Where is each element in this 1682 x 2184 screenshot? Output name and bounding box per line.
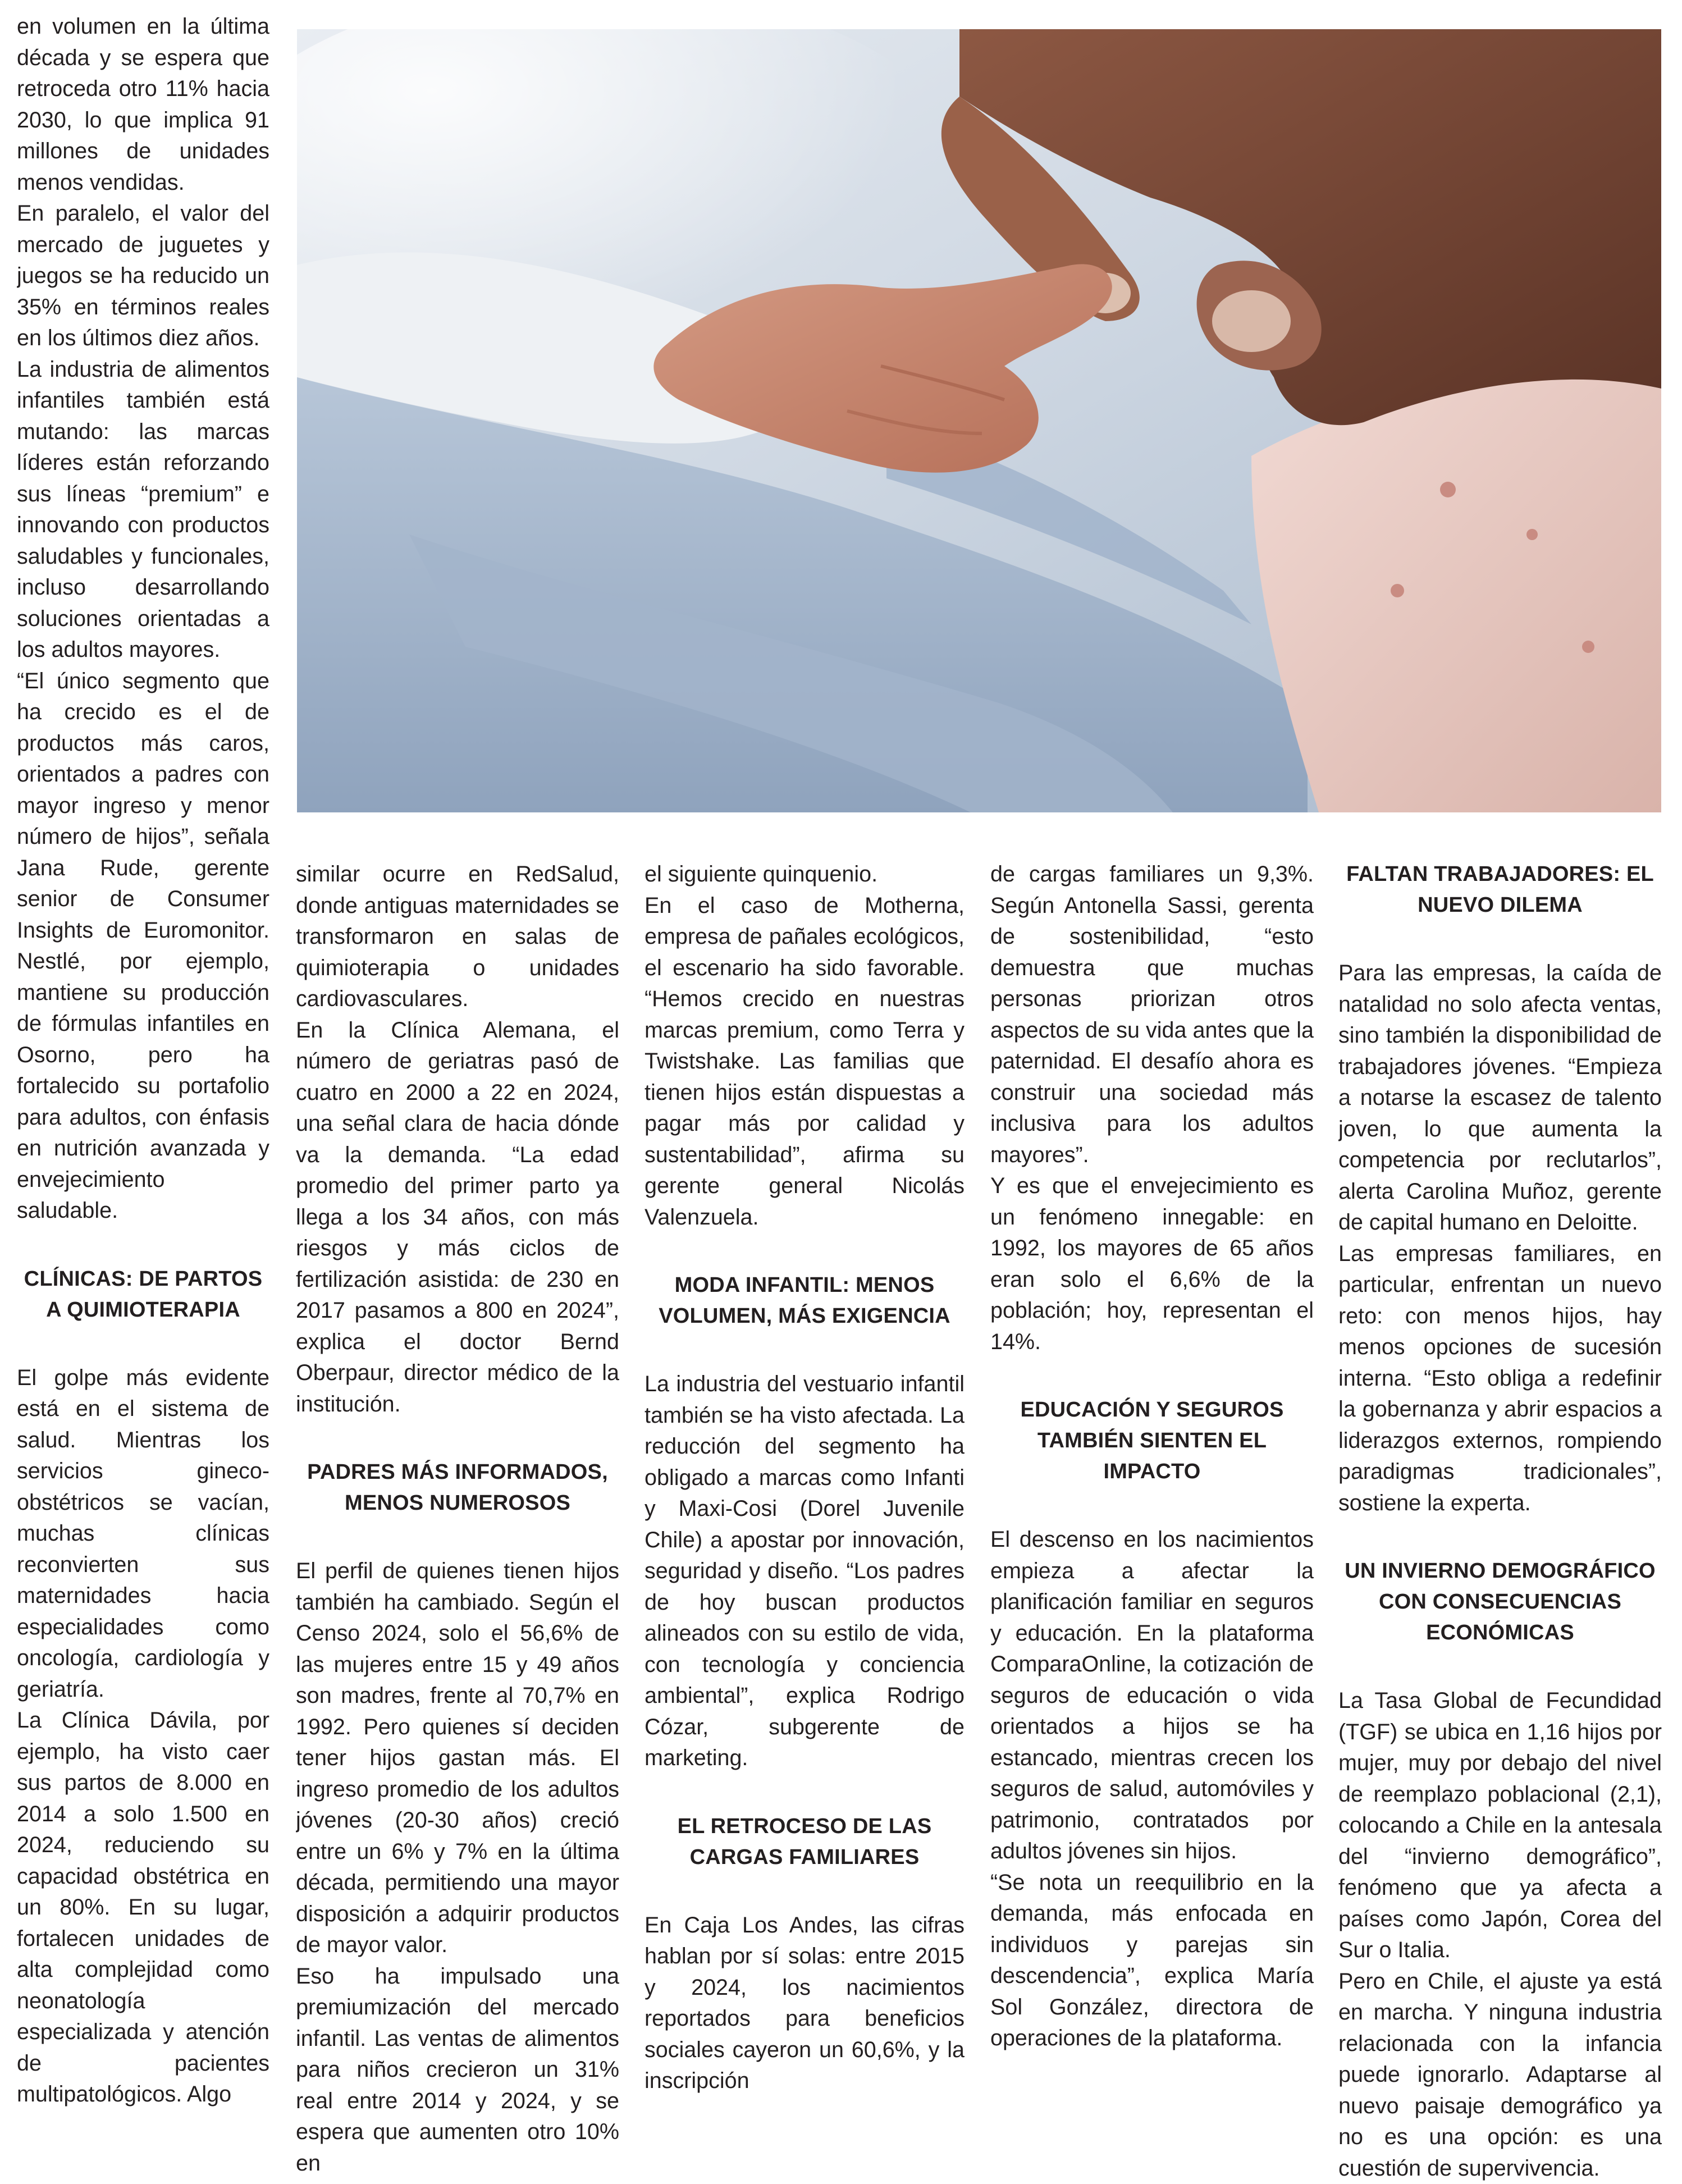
paragraph: Las empresas familiares, en particular, enfrentan un nuevo reto: con menos hijos, hay menos opciones de sucesión interna. “Esto obliga a redefinir la gobernanza y abrir espacios a liderazgos externos, rompiendo paradigmas tradicionales”, sostiene la experta. bbox=[1338, 1239, 1662, 1519]
paragraph: el siguiente quinquenio. bbox=[645, 859, 965, 890]
paragraph: de cargas familiares un 9,3%. Según Antonella Sassi, gerenta de sostenibilidad, “esto demuestra que muchas personas priorizan otros aspectos de su vida antes que la paternidad. El desafío ahora es construir una sociedad más inclusiva para los adultos mayores”. bbox=[990, 859, 1314, 1171]
section-heading-faltan: FALTAN TRABAJADORES: EL NUEVO DILEMA bbox=[1338, 859, 1662, 921]
section-heading-invierno: UN INVIERNO DEMOGRÁFICO CON CONSECUENCIAS ECONÓMICAS bbox=[1338, 1556, 1662, 1648]
paragraph: en volumen en la última década y se espera que retroceda otro 11% hacia 2030, lo que implica 91 millones de unidades menos vendidas. bbox=[17, 11, 269, 198]
section-heading-educacion: EDUCACIÓN Y SEGUROS TAMBIÉN SIENTEN EL IMPACTO bbox=[990, 1395, 1314, 1487]
paragraph: Y es que el envejecimiento es un fenómeno innegable: en 1992, los mayores de 65 años eran solo el 6,6% de la población; hoy, representan el 14%. bbox=[990, 1171, 1314, 1358]
paragraph: La industria de alimentos infantiles también está mutando: las marcas líderes están reforzando sus líneas “premium” e innovando con productos saludables y funcionales, incluso desarrollando soluciones orientadas a los adultos mayores. bbox=[17, 354, 269, 666]
paragraph: La industria del vestuario infantil también se ha visto afectada. La reducción del segmento ha obligado a marcas como Infanti y Maxi-Cosi (Dorel Juvenile Chile) a apostar por innovación, seguridad y diseño. “Los padres de hoy buscan productos alineados con su estilo de vida, con tecnología y conciencia ambiental”, explica Rodrigo Cózar, subgerente de marketing. bbox=[645, 1369, 965, 1774]
column-5 bbox=[1338, 859, 1662, 2184]
paragraph: En la Clínica Alemana, el número de geriatras pasó de cuatro en 2000 a 22 en 2024, una señal clara de hacia dónde va la demanda. “La edad promedio del primer parto ya llega a los 34 años, con más riesgos y más ciclos de fertilización asistida: de 230 en 2017 pasamos a 800 en 2024”, explica el doctor Bernd Oberpaur, director médico de la institución. bbox=[296, 1015, 619, 1420]
paragraph: La Tasa Global de Fecundidad (TGF) se ubica en 1,16 hijos por mujer, muy por debajo del nivel de reemplazo poblacional (2,1), colocando a Chile en la antesala del “invierno demográfico”, fenómeno que ya afecta a países como Japón, Corea del Sur o Italia. bbox=[1338, 1685, 1662, 1966]
paragraph: “El único segmento que ha crecido es el de productos más caros, orientados a padres con mayor ingreso y menor número de hijos”, señala Jana Rude, gerente senior de Consumer Insights de Euromonitor. Nestlé, por ejemplo, mantiene su producción de fórmulas infantiles en Osorno, pero ha fortalecido su portafolio para adultos, con énfasis en nutrición avanzada y envejecimiento saludable. bbox=[17, 666, 269, 1227]
baby-hand-photo bbox=[297, 29, 1661, 812]
paragraph: La Clínica Dávila, por ejemplo, ha visto caer sus partos de 8.000 en 2014 a solo 1.500 en 2024, reduciendo su capacidad obstétrica en un 80%. En su lugar, fortalecen unidades de alta complejidad como neonatología especializada y atención de pacientes multipatológicos. Algo bbox=[17, 1705, 269, 2110]
paragraph: En Caja Los Andes, las cifras hablan por sí solas: entre 2015 y 2024, los nacimientos reportados para beneficios sociales cayeron un 60,6%, y la inscripción bbox=[645, 1910, 965, 2097]
paragraph: Para las empresas, la caída de natalidad no solo afecta ventas, sino también la disponibilidad de trabajadores jóvenes. “Empieza a notarse la escasez de talento joven, lo que aumenta la competencia por reclutarlos”, alerta Carolina Muñoz, gerente de capital humano en Deloitte. bbox=[1338, 958, 1662, 1239]
section-heading-moda: MODA INFANTIL: MENOS VOLUMEN, MÁS EXIGENCIA bbox=[645, 1270, 965, 1332]
section-heading-retroceso: EL RETROCESO DE LAS CARGAS FAMILIARES bbox=[645, 1811, 965, 1873]
paragraph: similar ocurre en RedSalud, donde antiguas maternidades se transformaron en salas de quimioterapia o unidades cardiovasculares. bbox=[296, 859, 619, 1015]
paragraph: En paralelo, el valor del mercado de juguetes y juegos se ha reducido un 35% en términos reales en los últimos diez años. bbox=[17, 198, 269, 354]
paragraph: “Se nota un reequilibrio en la demanda, más enfocada en individuos y parejas sin descendencia”, explica María Sol González, directora de operaciones de la plataforma. bbox=[990, 1867, 1314, 2054]
column-3 bbox=[645, 859, 965, 2097]
paragraph: El golpe más evidente está en el sistema de salud. Mientras los servicios gineco-obstétricos se vacían, muchas clínicas reconvierten sus maternidades hacia especialidades como oncología, cardiología y geriatría. bbox=[17, 1363, 269, 1706]
paragraph: En el caso de Motherna, empresa de pañales ecológicos, el escenario ha sido favorable. “Hemos crecido en nuestras marcas premium, como Terra y Twistshake. Las familias que tienen hijos están dispuestas a pagar más por calidad y sustentabilidad”, afirma su gerente general Nicolás Valenzuela. bbox=[645, 890, 965, 1233]
section-heading-clinicas: CLÍNICAS: DE PARTOS A QUIMIOTERAPIA bbox=[17, 1264, 269, 1326]
paragraph: El descenso en los nacimientos empieza a afectar la planificación familiar en seguros y educación. En la plataforma ComparaOnline, la cotización de seguros de educación o vida orientados a hijos se ha estancado, mientras crecen los seguros de salud, automóviles y patrimonio, contratados por adultos jóvenes sin hijos. bbox=[990, 1524, 1314, 1867]
section-heading-padres: PADRES MÁS INFORMADOS, MENOS NUMEROSOS bbox=[296, 1457, 619, 1519]
column-2 bbox=[296, 859, 619, 2179]
paragraph: Eso ha impulsado una premiumización del mercado infantil. Las ventas de alimentos para niños crecieron un 31% real entre 2014 y 2024, y se espera que aumenten otro 10% en bbox=[296, 1961, 619, 2180]
column-4 bbox=[990, 859, 1314, 2054]
paragraph: Pero en Chile, el ajuste ya está en marcha. Y ninguna industria relacionada con la infancia puede ignorarlo. Adaptarse al nuevo paisaje demográfico ya no es una opción: es una cuestión de supervivencia. bbox=[1338, 1966, 1662, 2184]
column-1 bbox=[17, 11, 269, 2110]
paragraph: El perfil de quienes tienen hijos también ha cambiado. Según el Censo 2024, solo el 56,6% de las mujeres entre 15 y 49 años son madres, frente al 70,7% en 1992. Pero quienes sí deciden tener hijos gastan más. El ingreso promedio de los adultos jóvenes (20-30 años) creció entre un 6% y 7% en la última década, permitiendo una mayor disposición a adquirir productos de mayor valor. bbox=[296, 1556, 619, 1961]
